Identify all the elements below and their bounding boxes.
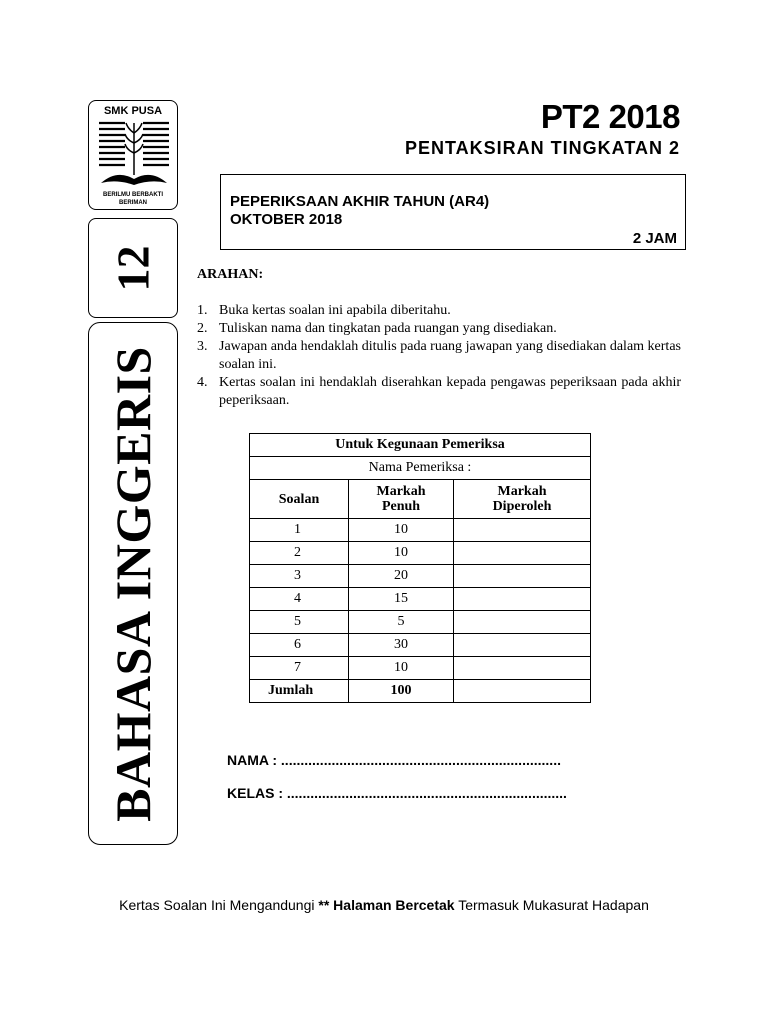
page-title: PT2 2018 (540, 98, 680, 135)
marks-obtained-cell[interactable] (454, 519, 591, 542)
total-label: Jumlah (250, 680, 349, 703)
question-number: 4 (250, 588, 349, 611)
instruction-number: 1. (197, 303, 208, 318)
school-crest-icon (95, 119, 173, 189)
examiner-name-field[interactable]: Nama Pemeriksa : (250, 457, 591, 480)
full-marks: 10 (349, 657, 454, 680)
marks-obtained-cell[interactable] (454, 565, 591, 588)
motto-line-1: BERILMU BERBAKTI (103, 192, 163, 198)
footer-suffix: Termasuk Mukasurat Hadapan (454, 897, 649, 913)
footer-page-count: ** (318, 897, 330, 913)
exam-info-box (220, 174, 686, 250)
total-row (250, 680, 591, 703)
full-marks: 15 (349, 588, 454, 611)
instruction-text: Buka kertas soalan ini apabila diberitahu. (219, 303, 451, 318)
total-obtained-cell[interactable] (454, 680, 591, 703)
marks-table-title: Untuk Kegunaan Pemeriksa (250, 434, 591, 457)
column-header-full-marks: Markah Penuh (349, 480, 454, 519)
question-number: 1 (250, 519, 349, 542)
table-row (250, 588, 591, 611)
table-row (250, 657, 591, 680)
marks-obtained-cell[interactable] (454, 611, 591, 634)
marks-obtained-cell[interactable] (454, 588, 591, 611)
table-row (250, 634, 591, 657)
instructions-list (197, 302, 681, 410)
subject-name: BAHASA INGGERIS (105, 345, 162, 822)
footer-note (0, 897, 768, 913)
school-logo (88, 100, 178, 210)
question-number: 7 (250, 657, 349, 680)
exam-name: PEPERIKSAAN AKHIR TAHUN (AR4) (230, 193, 490, 210)
instruction-number: 3. (197, 339, 208, 354)
exam-date: OKTOBER 2018 (230, 211, 343, 228)
instruction-item (197, 374, 681, 410)
question-number: 5 (250, 611, 349, 634)
column-header-marks-obtained: Markah Diperoleh (454, 480, 591, 519)
exam-duration: 2 JAM (632, 230, 677, 247)
total-value: 100 (349, 680, 454, 703)
instruction-number: 4. (197, 375, 208, 390)
school-motto (89, 191, 177, 207)
marks-obtained-cell[interactable] (454, 634, 591, 657)
table-row (250, 519, 591, 542)
table-row (250, 565, 591, 588)
instruction-text: Jawapan anda hendaklah ditulis pada ruang jawapan yang disediakan dalam kertas soalan ini. (219, 339, 681, 372)
student-name-field[interactable]: NAMA : ........................................................................ (227, 752, 561, 768)
instruction-text: Tuliskan nama dan tingkatan pada ruangan yang disediakan. (219, 321, 557, 336)
paper-code: 12 (107, 245, 159, 291)
instructions-heading: ARAHAN: (197, 267, 264, 282)
full-marks: 20 (349, 565, 454, 588)
marks-obtained-cell[interactable] (454, 657, 591, 680)
subject-box (88, 322, 178, 845)
motto-line-2: BERIMAN (119, 200, 147, 206)
full-marks: 30 (349, 634, 454, 657)
full-marks: 10 (349, 519, 454, 542)
student-class-field[interactable]: KELAS : ........................................................................ (227, 785, 567, 801)
paper-code-box (88, 218, 178, 318)
marks-table (249, 433, 591, 703)
column-header-question: Soalan (250, 480, 349, 519)
footer-bold-text: Halaman Bercetak (329, 897, 455, 913)
instruction-number: 2. (197, 321, 208, 336)
page-subtitle: PENTAKSIRAN TINGKATAN 2 (405, 138, 680, 158)
question-number: 3 (250, 565, 349, 588)
question-number: 6 (250, 634, 349, 657)
full-marks: 10 (349, 542, 454, 565)
full-marks: 5 (349, 611, 454, 634)
question-number: 2 (250, 542, 349, 565)
footer-prefix: Kertas Soalan Ini Mengandungi (119, 897, 319, 913)
instruction-item (197, 338, 681, 374)
table-row (250, 611, 591, 634)
instruction-text: Kertas soalan ini hendaklah diserahkan kepada pengawas peperiksaan pada akhir peperiksaan. (219, 375, 681, 408)
instruction-item (197, 320, 681, 338)
table-row (250, 542, 591, 565)
instruction-item (197, 302, 681, 320)
school-name: SMK PUSA (103, 105, 163, 117)
marks-obtained-cell[interactable] (454, 542, 591, 565)
